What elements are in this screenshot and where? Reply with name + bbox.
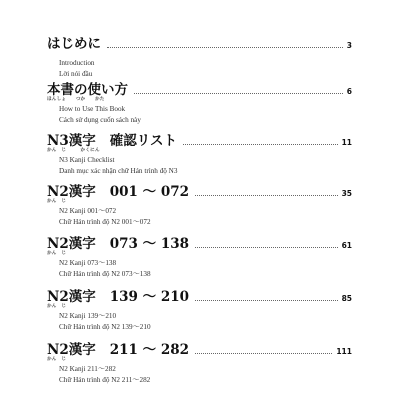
subtitle-english: N2 Kanji 211～282 — [59, 365, 116, 373]
subtitle-english: N3 Kanji Checklist — [59, 156, 115, 164]
toc-title: N2漢字 211 ～ 282 かん じ — [47, 342, 189, 362]
toc-subtitles — [47, 358, 352, 385]
toc-title: N2漢字 139 ～ 210 かん じ — [47, 289, 189, 309]
toc-title: はじめに — [47, 36, 101, 52]
page-number: 6 — [346, 87, 352, 96]
toc-entry-n3-checklist[interactable] — [47, 129, 352, 180]
page-number: 61 — [341, 241, 352, 250]
subtitle-vietnamese: Cách sử dụng cuốn sách này — [59, 115, 141, 124]
toc-title-row — [47, 32, 352, 52]
dot-leader — [183, 144, 338, 145]
dot-leader — [195, 247, 338, 248]
toc-title: 本書の使い方 ほんしょ つか かた — [47, 82, 128, 102]
subtitle-english: N2 Kanji 001～072 — [59, 207, 117, 215]
toc-subtitles — [47, 52, 352, 79]
subtitle-vietnamese: Chữ Hán trình độ N2 211～282 — [59, 375, 151, 384]
toc-title-row — [47, 78, 352, 102]
toc-subtitles — [47, 98, 352, 125]
furigana: かん じ かくにん — [47, 148, 100, 153]
toc-entry-how-to-use[interactable] — [47, 78, 352, 129]
toc-title-row — [47, 129, 352, 153]
subtitle-vietnamese: Chữ Hán trình độ N2 139～210 — [59, 322, 151, 331]
furigana: かん じ — [47, 357, 67, 362]
page-number: 111 — [336, 347, 352, 356]
furigana: かん じ — [47, 304, 67, 309]
toc-title-row — [47, 180, 352, 204]
toc-title: N3漢字 確認リスト かん じ かくにん — [47, 133, 177, 153]
toc-subtitles — [47, 149, 352, 176]
dot-leader — [107, 47, 343, 48]
page-number: 3 — [346, 41, 352, 50]
toc-entry-introduction[interactable] — [47, 32, 352, 78]
subtitle-vietnamese: Danh mục xác nhận chữ Hán trình độ N3 — [59, 166, 178, 175]
page-number: 85 — [341, 294, 352, 303]
toc-subtitles — [47, 305, 352, 332]
subtitle-english: N2 Kanji 139～210 — [59, 312, 117, 320]
toc-entry-n2-139-210[interactable] — [47, 285, 352, 338]
subtitle-english: Introduction — [59, 59, 95, 67]
toc-title-row — [47, 338, 352, 362]
toc-subtitles — [47, 200, 352, 227]
subtitle-vietnamese: Chữ Hán trình độ N2 001～072 — [59, 217, 151, 226]
dot-leader — [134, 93, 343, 94]
dot-leader — [195, 300, 338, 301]
page-number: 11 — [341, 138, 352, 147]
subtitle-vietnamese: Lời nói đầu — [59, 69, 93, 78]
furigana: かん じ — [47, 251, 67, 256]
toc-subtitles — [47, 252, 352, 279]
dot-leader — [195, 195, 338, 196]
subtitle-english: How to Use This Book — [59, 105, 126, 113]
toc-title: N2漢字 073 ～ 138 かん じ — [47, 236, 189, 256]
subtitle-vietnamese: Chữ Hán trình độ N2 073～138 — [59, 269, 151, 278]
toc-entry-n2-073-138[interactable] — [47, 232, 352, 285]
toc-entry-n2-001-072[interactable] — [47, 180, 352, 232]
subtitle-english: N2 Kanji 073～138 — [59, 259, 117, 267]
dot-leader — [195, 353, 332, 354]
toc-entry-n2-211-282[interactable] — [47, 338, 352, 386]
page-number: 35 — [341, 189, 352, 198]
furigana: かん じ — [47, 199, 67, 204]
toc-title-row — [47, 232, 352, 256]
toc-title-row — [47, 285, 352, 309]
furigana: ほんしょ つか かた — [47, 97, 105, 102]
table-of-contents — [47, 32, 352, 386]
toc-title: N2漢字 001 ～ 072 かん じ — [47, 184, 189, 204]
